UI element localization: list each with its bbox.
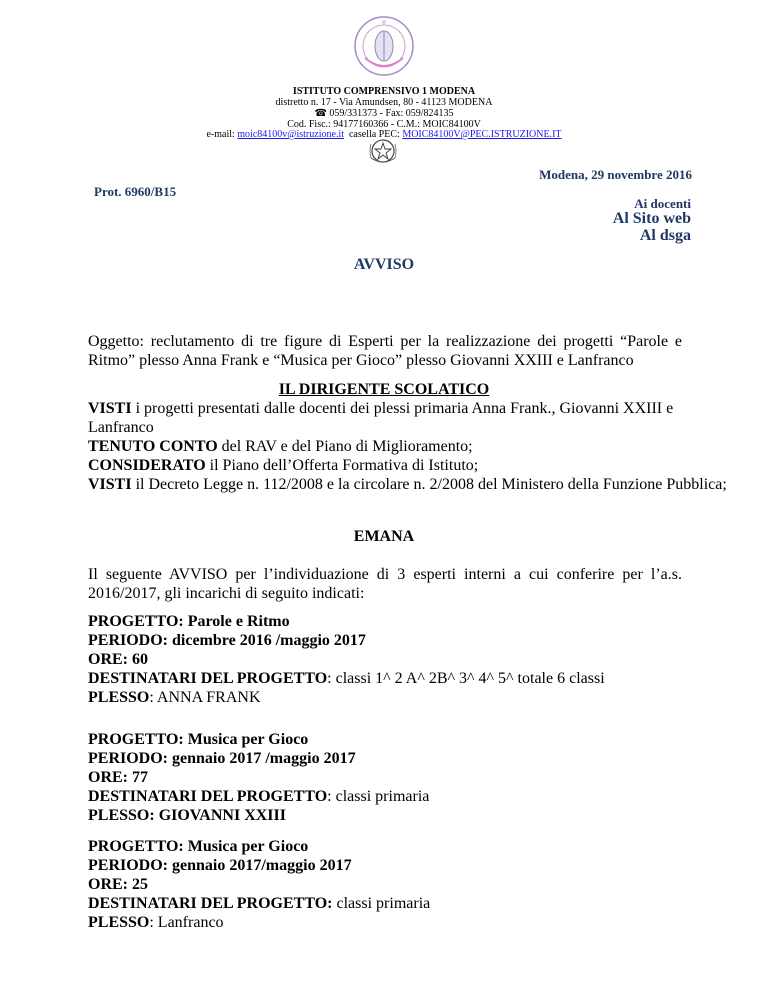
premise-text: il Piano dell’Offerta Formativa di Istituto; bbox=[205, 457, 479, 474]
recipients-value: classi primaria bbox=[332, 895, 431, 912]
premise-label: CONSIDERATO bbox=[88, 457, 206, 474]
pec-label: casella PEC: bbox=[348, 129, 403, 140]
protocol-number: Prot. 6960/B15 bbox=[94, 184, 177, 199]
school-address: distretto n. 17 - Via Amundsen, 80 - 41123 MODENA bbox=[275, 97, 493, 108]
premise-text: i progetti presentati dalle docenti dei plessi primaria Anna Frank., Giovanni XXIII e Lanfranco bbox=[88, 400, 674, 436]
recipient-dsga: Al dsga bbox=[639, 227, 691, 244]
recipients-value: : classi 1^ 2 A^ 2B^ 3^ 4^ 5^ totale 6 classi bbox=[327, 670, 605, 687]
dirigente-heading: IL DIRIGENTE SCOLATICO bbox=[278, 381, 490, 398]
plesso-value: : Lanfranco bbox=[149, 914, 224, 931]
project-3-period: PERIODO: gennaio 2017/maggio 2017 bbox=[88, 857, 352, 874]
premise-text: il Decreto Legge n. 112/2008 e la circolare n. 2/2008 del Ministero della Funzione Pubblica; bbox=[131, 476, 727, 493]
school-name: ISTITUTO COMPRENSIVO 1 MODENA bbox=[292, 86, 476, 97]
pec-link[interactable]: MOIC84100V@PEC.ISTRUZIONE.IT bbox=[402, 129, 562, 140]
project-2-period: PERIODO: gennaio 2017 /maggio 2017 bbox=[88, 750, 356, 767]
recipient-docenti: Ai docenti bbox=[634, 196, 691, 211]
project-1-plesso bbox=[88, 688, 261, 707]
school-phone: ☎ 059/331373 - Fax: 059/824135 bbox=[314, 108, 454, 119]
premise-label: VISTI bbox=[88, 476, 132, 493]
plesso-label: PLESSO bbox=[88, 689, 150, 706]
project-3-title: PROGETTO: Musica per Gioco bbox=[88, 838, 309, 855]
plesso-label: PLESSO bbox=[88, 807, 150, 824]
project-3-plesso bbox=[88, 913, 224, 932]
project-1-hours: ORE: 60 bbox=[88, 651, 148, 668]
premise-visti-progetti bbox=[88, 399, 682, 437]
premise-tenuto-conto bbox=[88, 437, 473, 456]
school-logo bbox=[352, 14, 416, 78]
school-codes: Cod. Fisc.: 94177160366 - C.M.: MOIC84100V bbox=[287, 119, 481, 130]
document-date: Modena, 29 novembre 2016 bbox=[539, 167, 692, 182]
premise-label: VISTI bbox=[88, 400, 132, 417]
recipients-label: DESTINATARI DEL PROGETTO: bbox=[88, 895, 333, 912]
project-3-hours: ORE: 25 bbox=[88, 876, 148, 893]
project-2-hours: ORE: 77 bbox=[88, 769, 148, 786]
subject-paragraph: Oggetto: reclutamento di tre figure di Esperti per la realizzazione dei progetti “Parole e Ritmo” plesso Anna Frank e “Musica per Gioco” plesso Giovanni XXIII e Lanfranco bbox=[88, 333, 682, 369]
premise-considerato bbox=[88, 456, 478, 475]
republic-emblem-icon bbox=[366, 136, 400, 166]
recipients-value: : classi primaria bbox=[327, 788, 430, 805]
plesso-value: : GIOVANNI XXIII bbox=[149, 807, 286, 824]
premise-visti-decreto bbox=[88, 475, 727, 494]
project-1-period: PERIODO: dicembre 2016 /maggio 2017 bbox=[88, 632, 366, 649]
project-2-title: PROGETTO: Musica per Gioco bbox=[88, 731, 309, 748]
plesso-label: PLESSO bbox=[88, 914, 150, 931]
project-3-recipients bbox=[88, 894, 430, 913]
project-2-plesso bbox=[88, 806, 286, 825]
email-link[interactable]: moic84100v@istruzione.it bbox=[237, 129, 344, 140]
project-1-recipients bbox=[88, 669, 605, 688]
project-1-title: PROGETTO: Parole e Ritmo bbox=[88, 613, 290, 630]
notice-title: AVVISO bbox=[353, 256, 415, 273]
email-label: e-mail: bbox=[206, 129, 238, 140]
premise-label: TENUTO CONTO bbox=[88, 438, 218, 455]
plesso-value: : ANNA FRANK bbox=[149, 689, 261, 706]
recipients-label: DESTINATARI DEL PROGETTO bbox=[88, 788, 328, 805]
recipient-sito-web: Al Sito web bbox=[612, 210, 691, 227]
emana-heading: EMANA bbox=[353, 528, 415, 545]
recipients-label: DESTINATARI DEL PROGETTO bbox=[88, 670, 328, 687]
project-2-recipients bbox=[88, 787, 429, 806]
premise-text: del RAV e del Piano di Miglioramento; bbox=[217, 438, 473, 455]
intro-paragraph: Il seguente AVVISO per l’individuazione di 3 esperti interni a cui conferire per l’a.s. 2016/2017, gli incarichi di seguito indicati: bbox=[88, 566, 682, 602]
